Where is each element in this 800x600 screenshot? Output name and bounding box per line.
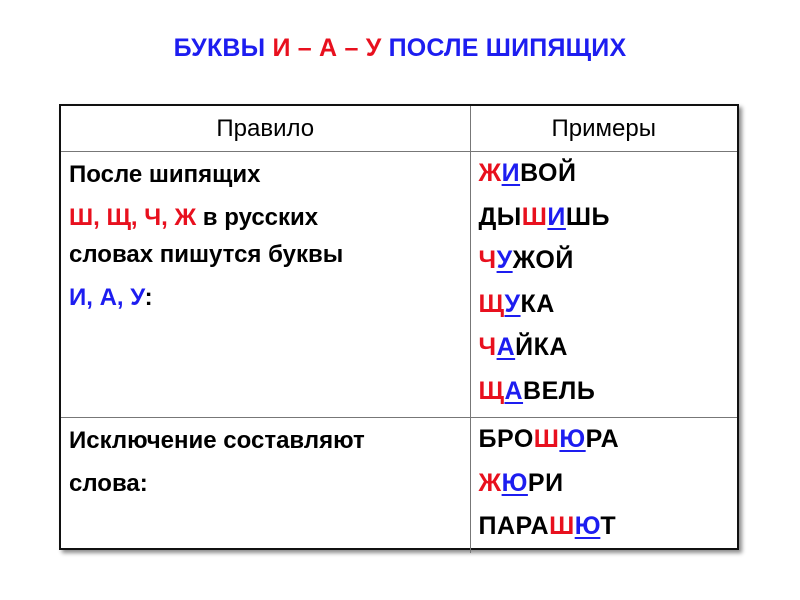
example-rest: ЙКА xyxy=(515,333,568,361)
rule-cell xyxy=(61,152,470,418)
exception-line-1: Исключение составляют xyxy=(69,427,365,454)
example-vowel: У xyxy=(496,246,513,274)
example-hissing-letter: Ж xyxy=(478,468,502,497)
example-vowel: И xyxy=(501,159,521,187)
example-vowel: А xyxy=(504,376,524,405)
example-rest: Т xyxy=(600,512,617,540)
table-row-rule xyxy=(61,152,737,418)
rule-line-2 xyxy=(69,199,462,236)
page-title xyxy=(0,34,800,63)
rule-colon: : xyxy=(144,284,153,311)
table-row-exception xyxy=(61,418,737,553)
example-word xyxy=(479,243,738,287)
title-part-3: ПОСЛЕ ШИПЯЩИХ xyxy=(381,34,627,62)
example-vowel: Ю xyxy=(574,512,601,540)
rule-line-3: словах пишутся буквы xyxy=(69,241,344,268)
example-word xyxy=(479,156,738,200)
example-prefix: ПАРА xyxy=(478,512,550,540)
table-grid xyxy=(61,106,737,553)
example-prefix: БРО xyxy=(478,425,534,453)
examples-cell xyxy=(470,152,737,418)
exception-word xyxy=(479,422,738,466)
example-prefix: ДЫ xyxy=(478,202,522,231)
example-vowel: У xyxy=(504,289,521,318)
exception-cell xyxy=(61,418,470,553)
example-rest: ВЕЛЬ xyxy=(523,376,596,405)
rule-text xyxy=(61,152,470,316)
example-hissing-letter: Ш xyxy=(521,202,548,231)
example-word xyxy=(479,374,738,418)
example-hissing-letter: Ч xyxy=(478,246,497,274)
title-part-1: БУКВЫ xyxy=(173,34,273,62)
exception-line-2: слова: xyxy=(69,470,148,497)
example-vowel: Ю xyxy=(559,425,586,453)
rule-line-1: После шипящих xyxy=(69,161,261,188)
examples-list xyxy=(471,152,738,417)
example-word xyxy=(479,330,738,374)
example-rest: КА xyxy=(520,289,555,318)
example-hissing-letter: Ш xyxy=(549,512,575,540)
exception-examples-list xyxy=(471,418,738,553)
exception-word xyxy=(479,509,738,553)
example-rest: ШЬ xyxy=(565,202,610,231)
example-vowel: Ю xyxy=(501,468,528,497)
example-word xyxy=(479,287,738,331)
example-hissing-letter: Ж xyxy=(478,159,502,187)
rule-table xyxy=(59,104,739,550)
example-vowel: И xyxy=(547,202,566,231)
rule-line-4 xyxy=(69,279,462,316)
rule-vowels: И, А, У xyxy=(69,284,145,311)
title-letters: И – А – У xyxy=(272,34,382,62)
exception-text xyxy=(61,418,470,502)
example-hissing-letter: Ш xyxy=(533,425,560,453)
example-hissing-letter: Ч xyxy=(478,333,497,361)
example-word xyxy=(479,200,738,244)
example-rest: РА xyxy=(585,425,620,453)
example-rest: РИ xyxy=(527,468,564,497)
example-hissing-letter: Щ xyxy=(478,376,505,405)
example-rest: ВОЙ xyxy=(520,159,577,187)
exception-examples-cell xyxy=(470,418,737,553)
table-header-row xyxy=(61,106,737,152)
header-rule: Правило xyxy=(61,106,470,152)
example-vowel: А xyxy=(496,333,516,361)
rule-line-2-rest: в русских xyxy=(196,204,319,231)
example-rest: ЖОЙ xyxy=(512,246,574,274)
exception-word xyxy=(479,466,738,510)
example-hissing-letter: Щ xyxy=(478,289,505,318)
header-examples: Примеры xyxy=(470,106,737,152)
rule-letters: Ш, Щ, Ч, Ж xyxy=(69,204,197,231)
